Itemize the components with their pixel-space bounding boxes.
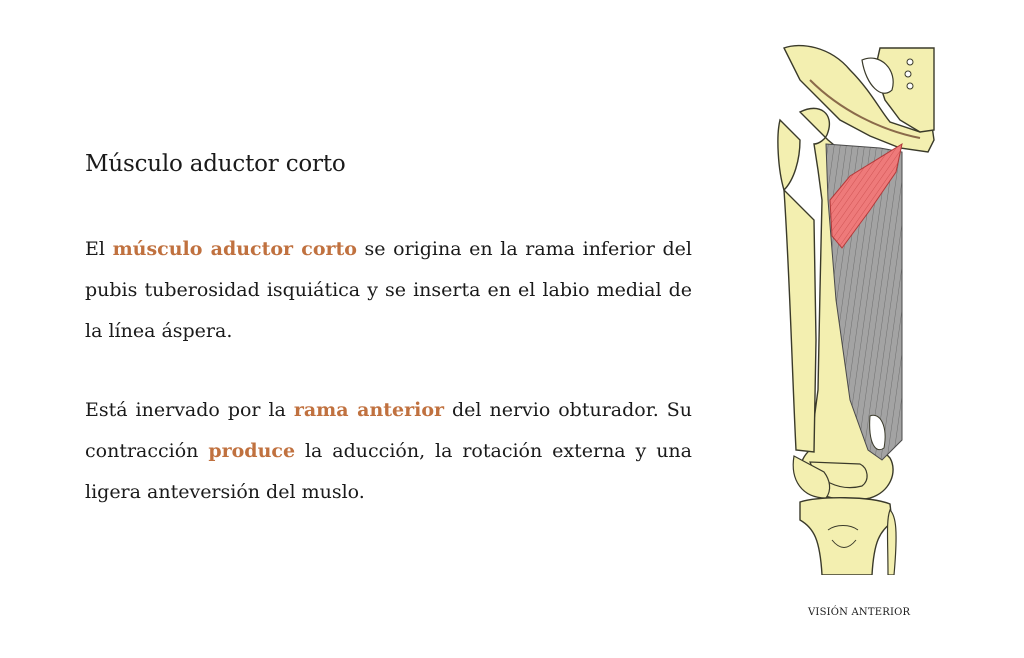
text: la aducción, la rotación externa y una ligera anteversión del muslo. xyxy=(85,440,693,503)
page-title: Músculo aductor corto xyxy=(85,151,346,177)
text: se origina en la rama inferior del pubis tuberosidad isquiática y se inserta en el labio medial de la línea áspera. xyxy=(85,238,692,342)
innervation-paragraph xyxy=(85,390,692,513)
greater-trochanter xyxy=(778,120,800,190)
text: El xyxy=(85,238,113,260)
femoral-shaft xyxy=(784,190,816,452)
text: Está inervado por la xyxy=(85,399,294,421)
highlight-nerve-branch: rama anterior xyxy=(293,399,445,421)
text: del nervio obturador. Su contracción xyxy=(85,399,692,462)
fibula-bone xyxy=(888,510,897,575)
highlight-muscle-name: músculo aductor corto xyxy=(112,238,357,260)
highlight-produce: produce xyxy=(208,440,296,462)
description-paragraph xyxy=(85,229,692,352)
anatomy-illustration xyxy=(770,40,940,575)
tibia-bone xyxy=(800,498,892,575)
figure-caption: VISIÓN ANTERIOR xyxy=(808,607,911,618)
